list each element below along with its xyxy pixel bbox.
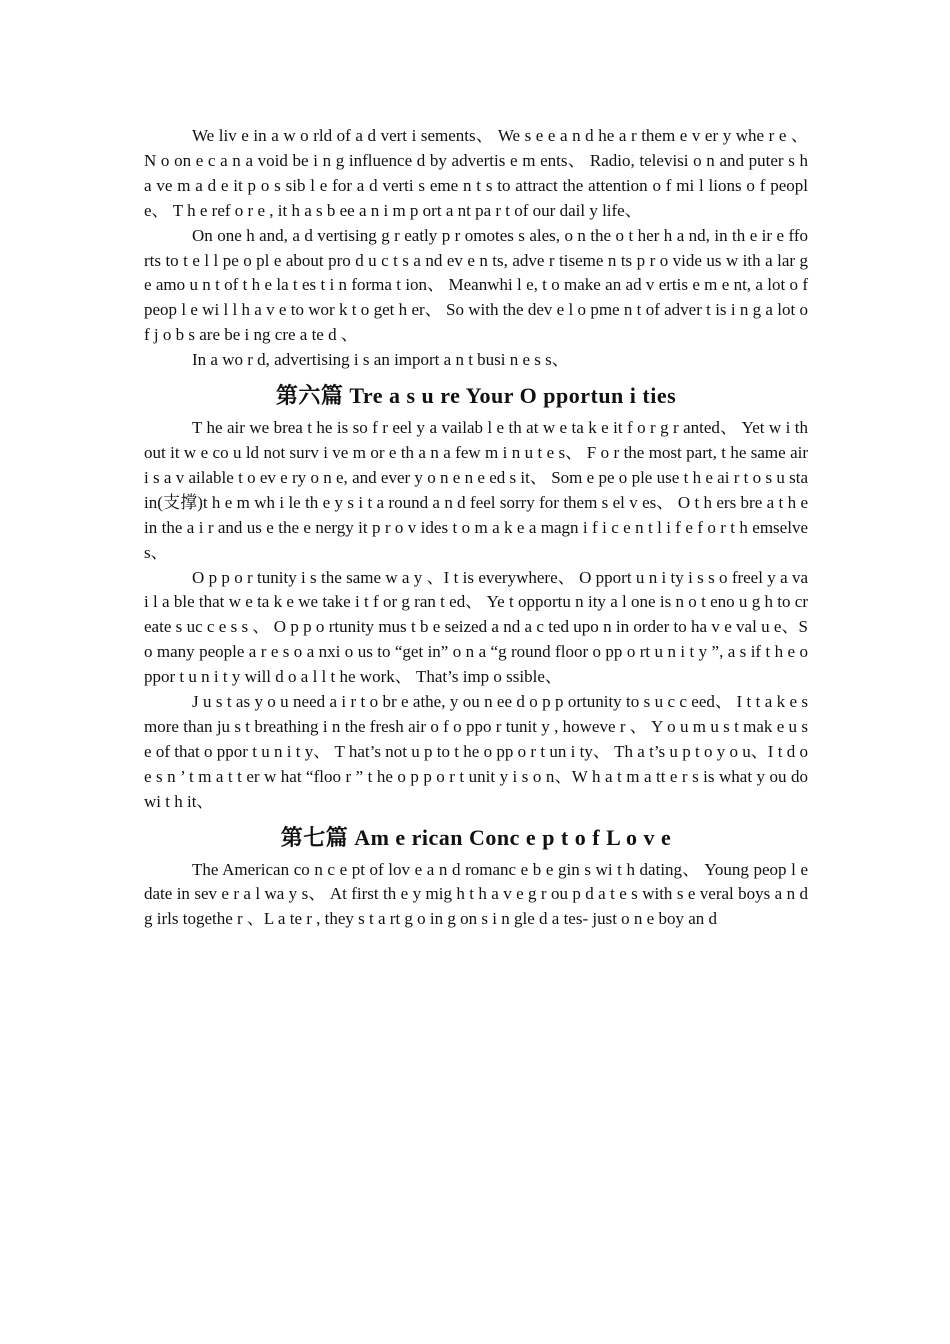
opportunities-paragraph-2: O p p o r tunity i s the same w a y 、I t is everywhere、 O pport u n i ty i s s o freel y a va i l a ble that w e ta k e we take i t f or g ran t ed、 Ye t opportu n ity a l one is n o t eno u g h to create s uc c e s s 、 O p p o rtunity mus t b e seized a nd a c ted upo n in order to ha v e val u e、S o many people a r e s o a nxi o us to “get in” o n a “g round floor o pp o rt u n i t y ”, a s if t h e oppor t u n i t y will d o a l l t he work、 That’s imp o ssible、 xyxy=(144,567,808,687)
opportunities-paragraph-1: T he air we brea t he is so f r eel y a vailab l e th at w e ta k e it f o r g r anted、 Yet w i thout it w e co u ld not surv i ve m or e th a n a few m i n u t e s、 F o r the most part, t he same air i s a v ailable t o ev e ry o n e, and ever y o n e n e ed s it、 Som e pe o ple use t h e ai r t o s u stain(支撑)t h e m wh i le th e y s i t a round a n d feel sorry for them s el v es、 O t h ers bre a t h e in the a i r and us e the e nergy it p r o v ides t o m a k e a magn i f i c e n t l i f e f o r t h emselves、 xyxy=(144,418,808,562)
page-content xyxy=(144,124,808,932)
opportunities-paragraph-3: J u s t as y o u need a i r t o br e athe, y ou n ee d o p p ortunity to s u c c eed、 I t t a k e s more than ju s t breathing i n the fresh air o f o ppo r tunit y , howeve r 、 Y o u m u s t mak e u se of that o ppor t u n i t y、 T hat’s not u p to t he o pp o r t un i ty、 Th a t’s u p t o y o u、I t d o e s n ’ t m a t t er w hat “floo r ” t he o p p o r t unit y i s o n、W h a t m a tt e r s is what y ou do wi t h it、 xyxy=(144,692,808,811)
section-heading-7: 第七篇 Am e rican Conc e p t o f L o v e xyxy=(280,824,672,850)
section-heading-6: 第六篇 Tre a s u re Your O pportun i ties xyxy=(275,383,677,409)
advertising-paragraph-3: In a wo r d, advertising i s an import a n t busi n e s s、 xyxy=(192,350,569,370)
advertising-paragraph-2: On one h and, a d vertising g r eatly p r omotes s ales, o n the o t her h a nd, in th e ir e fforts to t e l l pe o pl e about pro d u c t s a nd ev e n ts, adve r tiseme n ts p r o vide us w ith a lar g e amo u n t of t h e la t es t i n forma t ion、 Meanwhi l e, t o make an ad v ertis e m e nt, a lot o f peop l e wi l l h a v e to wor k t o get h er、 So with the dev e l o pme n t of adver t is i n g a lot of j o b s are be i ng cre a te d 、 xyxy=(144,225,808,345)
advertising-paragraph-1: We liv e in a w o rld of a d vert i sements、 We s e e a n d he a r them e v er y whe r e 、 N o on e c a n a void be i n g influence d by advertis e m ents、 Radio, televisi o n and puter s h a ve m a d e it p o s sib l e for a d verti s eme n t s to attract the attention o f mi l lions o f people、 T h e ref o r e , it h a s b ee a n i m p ort a nt pa r t of our dail y life、 xyxy=(144,126,808,220)
love-paragraph-1: The American co n c e pt of lov e a n d romanc e b e gin s wi t h dating、 Young peop l e date in sev e r a l wa y s、 At first th e y mig h t h a v e g r ou p d a t e s with s e veral boys a n d g irls togethe r 、L a te r , they s t a rt g o in g on s i n gle d a tes- just o n e boy an d xyxy=(144,859,808,929)
